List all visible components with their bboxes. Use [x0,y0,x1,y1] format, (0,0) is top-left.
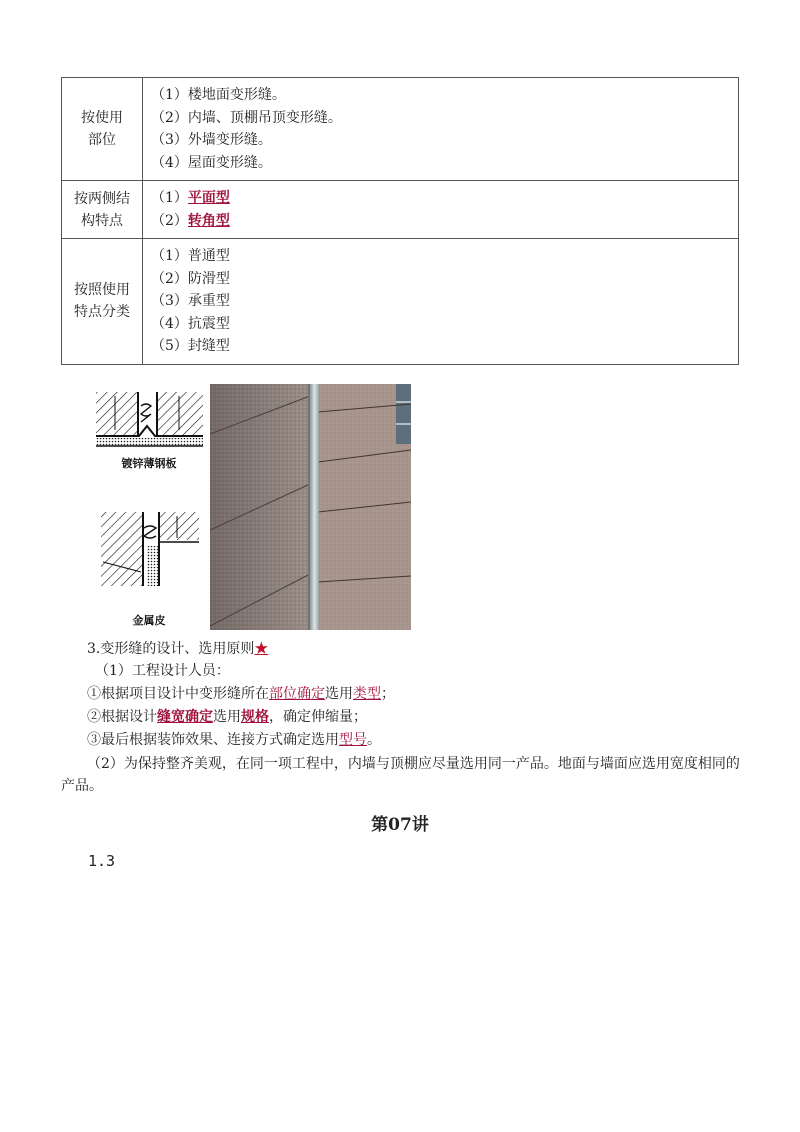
wall-expansion-joint-photo [210,384,411,630]
table-row [62,239,739,365]
highlight-term: 型号 [339,732,367,748]
category-cell [62,78,143,181]
category-line: 构特点 [81,212,123,229]
highlight-term: 规格 [241,709,269,725]
lecture-title: 第07讲 [371,815,429,835]
heading-text: 3.变形缝的设计、选用原则 [87,641,255,657]
table-row [62,181,739,239]
category-line: 按照使用 [74,282,130,299]
star-icon: ★ [254,641,269,657]
paragraph: （2）为保持整齐美观，在同一项工程中，内墙与顶棚应尽量选用同一产品。地面与墙面应选用宽度相同的产品。 [61,756,740,794]
drawing2-label: 金属皮 [132,614,166,627]
paragraph [87,683,747,705]
text-run: ； [381,686,395,702]
list-item: （1）楼地面变形缝。 [151,87,286,103]
highlight-term: 类型 [353,686,381,702]
list-item [151,210,730,233]
list-item [151,187,730,210]
section-heading [87,638,747,660]
category-line: 按两侧结 [74,190,130,207]
galvanized-steel-joint-drawing [96,392,203,446]
text-run: ②根据设计 [87,709,157,725]
items-cell [143,239,739,365]
table-row [62,78,739,181]
classification-table [61,77,739,365]
list-item: （3）承重型 [151,293,230,309]
text-run: 选用 [213,709,241,725]
list-item: （5）封缝型 [151,338,230,354]
section-number: 1.3 [88,852,116,870]
metal-sheet-joint-drawing [101,512,199,586]
list-item: （4）抗震型 [151,315,230,332]
list-item: （2）内墙、顶棚吊顶变形缝。 [151,109,342,126]
item-prefix: （2） [151,212,188,229]
text-run: ，确定伸缩量； [269,709,367,725]
category-cell [62,239,143,365]
category-cell [62,181,143,239]
list-item: （2）防滑型 [151,270,230,287]
paragraph [87,729,747,751]
paragraph [87,706,747,728]
list-item: （4）屋面变形缝。 [151,154,272,171]
list-item: （3）外墙变形缝。 [151,132,272,148]
paragraph: （1）工程设计人员： [95,663,230,679]
highlight-term: 部位确定 [269,686,325,702]
items-cell [143,78,739,181]
highlight-term: 缝宽确定 [157,709,213,725]
category-line: 特点分类 [74,304,130,321]
highlight-term: 转角型 [187,212,230,229]
items-cell [143,181,739,239]
expansion-joint-drawings [93,386,206,632]
list-item: （1）普通型 [151,248,230,264]
highlight-term: 平面型 [187,190,230,206]
text-run: 选用 [325,686,353,702]
text-run: ③最后根据装饰效果、连接方式确定选用 [87,732,339,748]
category-line: 按使用 [81,110,123,126]
text-run: 。 [367,732,381,748]
item-prefix: （1） [151,190,188,206]
text-run: ①根据项目设计中变形缝所在 [87,686,269,702]
drawing1-label: 镀锌薄钢板 [121,457,177,470]
category-line: 部位 [88,132,116,148]
